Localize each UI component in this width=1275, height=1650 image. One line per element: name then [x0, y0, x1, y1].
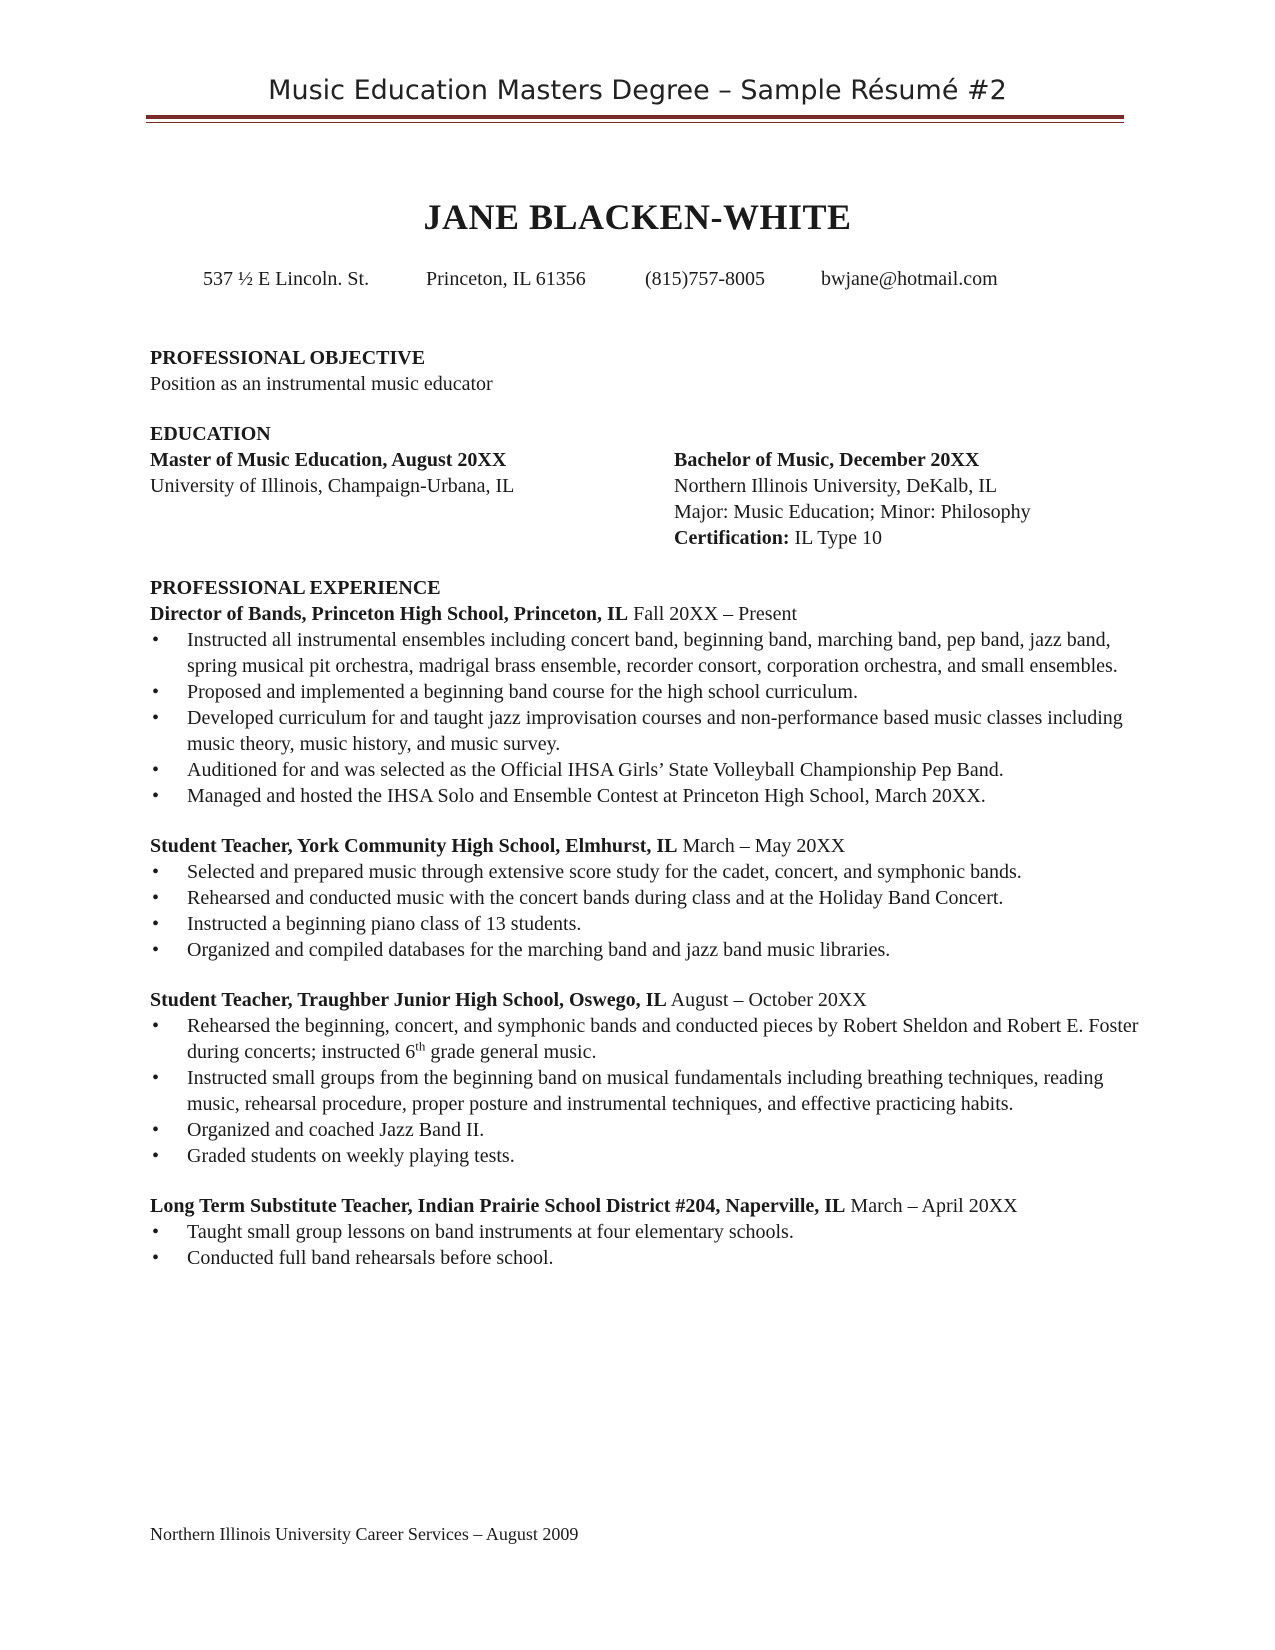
header-rule-thick	[146, 115, 1124, 119]
education-columns	[150, 447, 1140, 551]
list-item: • Instructed all instrumental ensembles including concert band, beginning band, marching band, pep band, jazz band, spring musical pit orchestra, madrigal brass ensemble, recorder consort, corporation orchestra, and small ensembles.	[150, 627, 1140, 679]
list-item: • Instructed a beginning piano class of 13 students.	[150, 911, 1140, 937]
ordinal-suffix: th	[415, 1038, 426, 1054]
job-title: Student Teacher, Traughber Junior High School, Oswego, IL	[150, 989, 667, 1011]
contact-email: bwjane@hotmail.com	[821, 268, 998, 290]
page-footer: Northern Illinois University Career Services – August 2009	[150, 1524, 579, 1544]
job-title: Director of Bands, Princeton High School, Princeton, IL	[150, 603, 629, 625]
certification	[674, 525, 1140, 551]
education-heading: EDUCATION	[150, 423, 271, 445]
document-header: Music Education Masters Degree – Sample Résumé #2	[268, 75, 1007, 106]
list-item: • Proposed and implemented a beginning band course for the high school curriculum.	[150, 679, 1140, 705]
masters-school: University of Illinois, Champaign-Urbana, IL	[150, 475, 515, 497]
job-bullets	[150, 1013, 1140, 1169]
job-entry	[150, 601, 1140, 809]
list-item: • Developed curriculum for and taught jazz improvisation courses and non-performance based music classes including music theory, music history, and music survey.	[150, 705, 1140, 757]
experience-section	[150, 575, 1140, 1271]
bachelors-degree: Bachelor of Music, December 20XX	[674, 449, 980, 471]
bullet-text: Rehearsed the beginning, concert, and symphonic bands and conducted pieces by Robert Sheldon and Robert E. Foster during concerts; instructed 6	[187, 1015, 1139, 1063]
list-item: • Organized and compiled databases for the marching band and jazz band music libraries.	[150, 937, 1140, 963]
contact-phone: (815)757-8005	[645, 268, 765, 290]
objective-text: Position as an instrumental music educator	[150, 373, 493, 395]
job-title: Student Teacher, York Community High School, Elmhurst, IL	[150, 835, 678, 857]
list-item: • Taught small group lessons on band instruments at four elementary schools.	[150, 1219, 1140, 1245]
job-entry	[150, 1193, 1140, 1271]
experience-heading: PROFESSIONAL EXPERIENCE	[150, 577, 441, 599]
list-item: • Conducted full band rehearsals before school.	[150, 1245, 1140, 1271]
list-item: • Selected and prepared music through extensive score study for the cadet, concert, and symphonic bands.	[150, 859, 1140, 885]
list-item: • Auditioned for and was selected as the Official IHSA Girls’ State Volleyball Championship Pep Band.	[150, 757, 1140, 783]
education-masters	[150, 447, 674, 551]
list-item	[150, 1013, 1140, 1065]
masters-date: , August 20XX	[382, 449, 507, 471]
job-dates: March – April 20XX	[845, 1195, 1018, 1217]
list-item: • Instructed small groups from the beginning band on musical fundamentals including breathing techniques, reading music, rehearsal procedure, proper posture and instrumental techniques, and effective practicing habits.	[150, 1065, 1140, 1117]
contact-city: Princeton, IL 61356	[426, 268, 586, 290]
list-item: • Managed and hosted the IHSA Solo and Ensemble Contest at Princeton High School, March 20XX.	[150, 783, 1140, 809]
list-item: • Rehearsed and conducted music with the concert bands during class and at the Holiday Band Concert.	[150, 885, 1140, 911]
certification-value: IL Type 10	[789, 527, 882, 549]
bachelors-school: Northern Illinois University, DeKalb, IL	[674, 475, 998, 497]
candidate-name: JANE BLACKEN-WHITE	[423, 197, 852, 237]
job-bullets	[150, 1219, 1140, 1271]
contact-street: 537 ½ E Lincoln. St.	[203, 268, 370, 290]
bullet-text: grade general music.	[425, 1041, 597, 1063]
education-bachelors	[674, 447, 1140, 551]
objective-heading: PROFESSIONAL OBJECTIVE	[150, 347, 426, 369]
job-bullets	[150, 627, 1140, 809]
job-dates: August – October 20XX	[666, 989, 867, 1011]
job-title: Long Term Substitute Teacher, Indian Prairie School District #204, Naperville, IL	[150, 1195, 846, 1217]
education-section	[150, 421, 1140, 551]
header-rule-thin	[146, 122, 1124, 123]
job-bullets	[150, 859, 1140, 963]
objective-section	[150, 345, 1140, 397]
job-entry	[150, 987, 1140, 1169]
certification-label: Certification:	[674, 527, 790, 549]
list-item: • Graded students on weekly playing tests.	[150, 1143, 1140, 1169]
list-item: • Organized and coached Jazz Band II.	[150, 1117, 1140, 1143]
resume-body	[150, 345, 1140, 1271]
bachelors-major: Major: Music Education; Minor: Philosophy	[674, 501, 1031, 523]
masters-degree: Master of Music Education	[150, 449, 383, 471]
job-dates: Fall 20XX – Present	[628, 603, 798, 625]
job-entry	[150, 833, 1140, 963]
job-dates: March – May 20XX	[677, 835, 846, 857]
